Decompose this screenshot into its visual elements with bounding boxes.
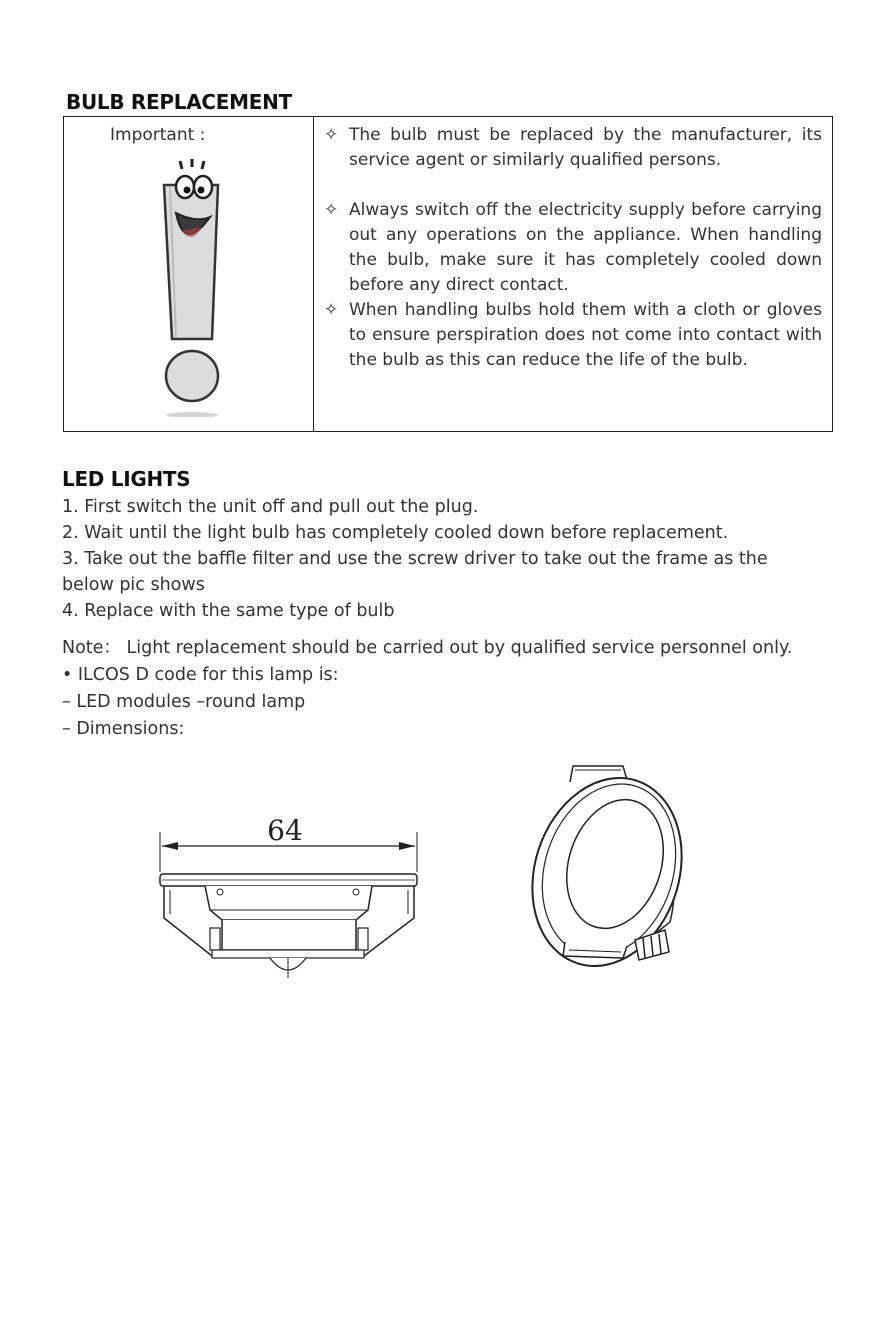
sparkle-bullet-icon: ✧: [324, 300, 339, 320]
section-heading-bulb-replacement: BULB REPLACEMENT: [66, 90, 292, 114]
step-item: 3. Take out the baffle filter and use the screw driver to take out the frame as the below pic shows: [62, 549, 768, 595]
table-divider: [313, 117, 314, 431]
tip-item: [324, 123, 822, 173]
lamp-perspective-drawing: [525, 762, 685, 972]
list-item: – Dimensions:: [62, 719, 185, 739]
tip-text: Always switch off the electricity supply before carrying out any operations on the appliance. When handling the bulb, make sure it has completely cooled down before any direct contact.: [349, 200, 822, 295]
tips-list: [324, 123, 822, 373]
list-item: • ILCOS D code for this lamp is:: [62, 665, 339, 685]
step-item: 4. Replace with the same type of bulb: [62, 601, 395, 621]
lamp-side-view-drawing: [150, 810, 430, 990]
list-item: – LED modules –round lamp: [62, 692, 306, 712]
tip-text: When handling bulbs hold them with a cloth or gloves to ensure perspiration does not come into contact with the bulb as this can reduce the life of the bulb.: [349, 300, 822, 370]
steps-list: [62, 494, 822, 624]
sparkle-bullet-icon: ✧: [324, 125, 339, 145]
sparkle-bullet-icon: ✧: [324, 200, 339, 220]
step-item: 2. Wait until the light bulb has completely cooled down before replacement.: [62, 523, 729, 543]
note-text: Note： Light replacement should be carried out by qualified service personnel only.: [62, 638, 793, 658]
tip-item: [324, 198, 822, 298]
step-item: 1. First switch the unit off and pull out the plug.: [62, 497, 479, 517]
section-heading-led-lights: LED LIGHTS: [62, 467, 191, 491]
tip-item: [324, 298, 822, 373]
bulb-replacement-table: [63, 116, 833, 432]
notes-block: [62, 634, 822, 743]
important-label: Important :: [110, 125, 206, 145]
dimension-label: 64: [267, 814, 303, 847]
exclamation-mark-mascot-icon: [152, 157, 232, 417]
tip-text: The bulb must be replaced by the manufacturer, its service agent or similarly qualified persons.: [349, 125, 822, 170]
